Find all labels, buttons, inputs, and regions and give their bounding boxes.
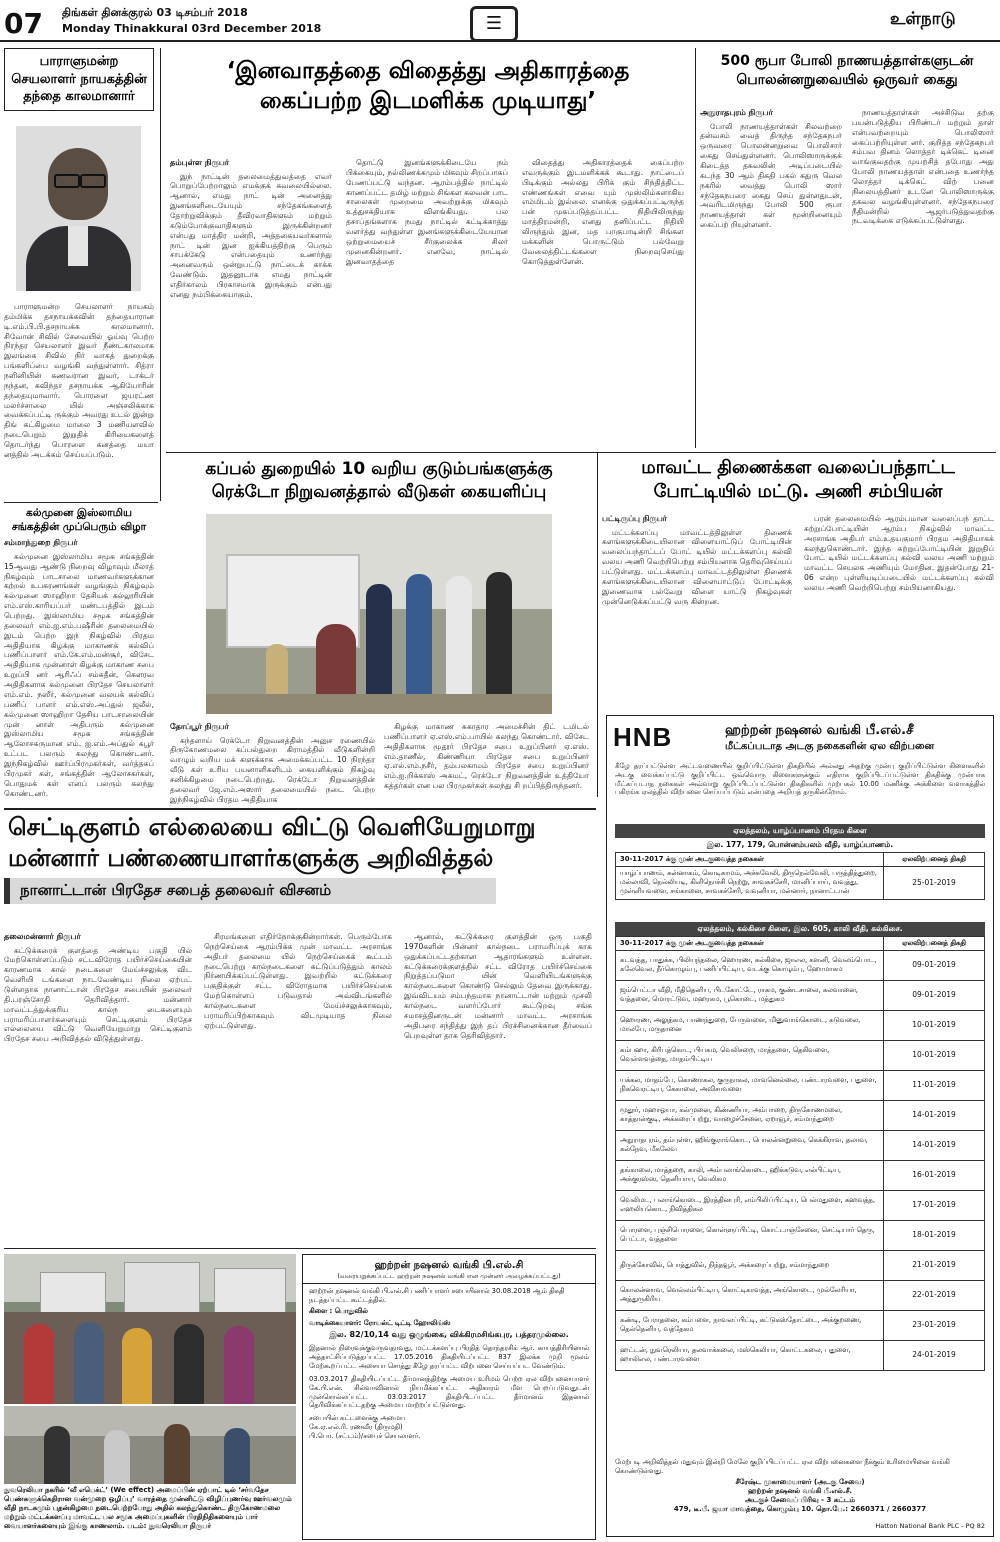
mannar-column-1: கட்டுக்கரைக் குளத்தை அண்டிய பகுதி யில் மேற்கொள்ளப்படும் சட்டவிரோத பயிர்ச்செய்கையின் காரணமாக கால் நடைகளை மேய்ச்சலுக்கு விட வெளியி டங்களை நாடவேண்டிய நிலை ஏற்பட் டுள்ளதாக நானாட்டான் பிரதேச சபையின் தலைவர் தி.பரஞ்சோதி தெரிவித்தார். மன்னார் மாவட்டத்துக்குரிய கால்ந டைகளையும் பராமரிப்பாளர்களையும் செட்டிகுளம் பிரதேச எல்லையை விட்டு வெளியேறுமாறு செட்டிகுளம் பிரதேச சபை அறிவித்தல் விடுத்துள்ளது.	[4, 945, 192, 1044]
hnb-schedule-table-1	[615, 852, 985, 900]
housing-byline: தோப்பூர் நிருபர்	[170, 722, 229, 731]
notice-body-1: இதனால் நிரைவுக்குவருவதாவது, மட்டக்களப்பு பிரதித் தொந்தரசிக் ஆர். காயத்திரியினால் அத்தாட்சிப்படுத்தப்பட்ட 17.05.2016 திகதியிடப்பட்ட 837 இலக்க முறி மூலம் மேற்கூறப்பட்ட அசையா சொத்து கீழே தரப்பட்ட விற்பனை செய்யப்பட வேண்டும்.	[309, 1344, 589, 1371]
hnb-signer-org: ஹற்றன் நஷனல் வங்கி பீ.எல்.சீ.	[747, 1487, 853, 1496]
notice-signature-title: பி.பொ. (சட்டம்)/சபைச் செயலாளர்.	[309, 1431, 421, 1440]
housing-handover-photo	[206, 514, 552, 714]
obituary-portrait	[16, 126, 141, 291]
street-drama-photo	[4, 1406, 296, 1484]
table-row: யக்கல, மாதம்பே, கொணாகல, குருநாகல, மாவனெல்லை, பண்டாரவளை, பதுளை, நிகவெரட்டிய, கேகாலை, அவிசாவளை 11-01-2019	[616, 1070, 985, 1100]
obituary-body: பாராளுமன்ற செயலாளர் நாயகம் தம்மிக்க தசநாயக்கவின் தந்தையாரான டி.எம்.பி.பி.தசநாயக்க காலமானார். சிவோன் சிவில் சேவையில் ஓய்வு பெற்ற நிரந்தர செயலாளர் இவர் நீண்டகாலமாக இலங்கை சிவில் நிர் வாகத் துறைக்கு பங்களிப்பை வழங்கி வந்துள்ளார். சித்ரா நளினியின் கணவரான இவர், டாக்டர் நந்தன, கவிந்தா தசநாயக்க ஆகியோரின் தந்தையுமாவார். பொரளை ஜயரட்ண மலர்ச்சாலை யில் அஞ்சலிக்காக வைக்கப்பட்டி ருக்கும் அவரது உடல் இன்று திங் கட்கிழமை மாலை 3 மணியளவில் நடைபெறும் இறுதிக் கிரியைகளைத் தொடர்ந்து பொரளை கனத்தை மயா னத்தில் அடக்கம் செய்யப்படும்.	[4, 302, 154, 459]
hnb-address: 479, டீ.பீ. ஜயா மாவத்தை, கொழும்பு 10. தொ.பே.: 2660371 / 2660377	[673, 1505, 927, 1514]
hnb-schedule-table-2	[615, 936, 985, 1371]
rally-photo-block	[4, 1254, 296, 1538]
counterfeit-article	[700, 52, 994, 448]
hnb-footnote: மேற்படி அறிவித்தல் மதுவும் இன்றி மேலே குறிப்பிடப்பட்ட ஏல விற்பனைகளை நீக்கும் உரிமையினை வங்கி கொண்டுள்ளது.	[615, 1458, 950, 1475]
table-row: ஹொரண, அலுத்கம, பாணந்துறை, பேருவளை, மினுவாங்கொடை, கடுவலை, மாலபே, மருதானை 10-01-2019	[616, 1010, 985, 1040]
obituary-article	[4, 48, 154, 500]
notice-subtitle: (வரையறுக்கப்பட்ட ஹற்றன் நஷனல் வங்கி என முன்னர் அழைக்கப்பட்டது)	[303, 1272, 595, 1284]
notice-signature-name: கே.ஏ.எல்.ரி. ரணவீர (திருமதி)	[309, 1423, 403, 1432]
kalmunai-article	[4, 506, 154, 806]
lead-byline: தம்புள்ள நிருபர்	[170, 158, 229, 167]
table-row: தங்காலை, மாத்தறை, காலி, அம்பலாங்கொடை, ஹிக்கடுவ, எல்பிட்டிய, அக்குரஸ்ஸ, தெனியாய, வெலிகம 16-01-2019	[616, 1160, 985, 1190]
counterfeit-headline: 500 ரூபா போலி நாணயத்தாள்களுடன் பொலன்னறுவையில் ஒருவர் கைது	[720, 53, 974, 88]
counterfeit-column-1: போலி நாணயத்தாள்கள் சிலவற்றை தன்வசம் வைத் திருந்த சந்தேகநபர் ஒருவரை பொலன்னறுவை பொலிசார் கைது செய்துள்ளனர். பொலிஸாருக்குக் கிடைத்த தகவலின் அடிப்படையில் கடந்த 30 ஆம் திகதி பகல் கதுரு வெல நகரில் வைத்து பொலி ஸார் சந்தேகநபரை கைது செய் துள்ளதுடன், அவரிடமிருந்து போலி 500 ரூபா நாணயத்தாள் கள் மூன்றினையும் கைப்பற் றியுள்ளனர்.	[700, 121, 842, 230]
housing-article	[166, 456, 592, 804]
hnb-branch-2-label: ஏலத்தலம், கல்கிசை கிளை, இல. 605, காலி வீதி, கல்கிசை.	[615, 922, 985, 936]
lead-article	[166, 48, 690, 448]
mannar-headline: செட்டிகுளம் எல்லையை விட்டு வெளியேறுமாறு மன்னார் பண்ணையாளர்களுக்கு அறிவித்தல்	[8, 813, 536, 873]
hnb-branch-1-address: இல. 177, 179, பொன்னம்பலம் வீதி, யாழ்ப்பாணம்.	[706, 839, 894, 849]
housing-column-1: கந்தளாய் ரெக்டோ நிறுவனத்தின் அனுச ரணையில் திருகோணமலை கப்பல்துறை கிராமத்தில் வீடுகளின்றி வாழும் வறிய மக் களுக்காக அமைக்கப்பட்ட 10 நிரந்தர வீடு கள் உரிய பயனாளிகளிடம் கையளிக்கும் நிகழ்வு சனிக்கிழமை நடைபெற்றது. ரெக்டோ நிறுவனத்தின் தலைவர் ஜே.எம்.அஸார் தலைமையில் நடை பெற்ற இந்நிகழ்வில் பிரதம அதிதியாக	[170, 735, 375, 804]
lead-column-1: இந் நாட்டின் தலைமைத்துவத்தை எவர் பொறுப்பேற்றாலும் எமக்குக் கவலையில்லை. ஆனால், எமது நாட் டின் அனைத்து இனங்களிடையேயும் சந்தேகங்களைத் தோற்றுவிக்கும் தீவிரவாதிகளும் மற்றும் கடும்போக்குவாதிகளும் இருக்கின்றனர் என்பது மாத்திர மன்றி, அத்தகையவர்களால் நாட் டின் இன ஐக்கியத்திற்கு பெரும் சாபக்கேடு என்பதையும் உணர்ந்து அனைவரும் ஒன்றுபட்டு நாட்டைக் காக்க வேண்டும். இதனூடாக எமது நாட்டின் எதிர்காலம் பிரகாசமாக இருக்கும் என்பது எனது நம்பிக்கையாகும்.	[170, 171, 332, 299]
table-row: கொலன்னாவ, வெல்லம்பிட்டிய, கொட்டிகாவத்த, அங்கொடை, முல்லேரியா, அத்துருகிரிய 22-01-2019	[616, 1280, 985, 1310]
table-row: மூதூர், மஹாஓயா, கல்முனை, கிண்ணியா, அம்பாறை, திருகோணமலை, காத்தான்குடி, அக்கரைப்பற்று, வாழைச்சேனை, ஏறாவூர், சம்மாந்துறை 14-01-2019	[616, 1100, 985, 1130]
housing-column-2: கிழக்கு மாகாண சுகாதார அமைச்சின் திட் டமிடல் பணிப்பாளர் ஏ.எஸ்.எம்.பாயில் கலந்து கொண்டார். விசேட அதிதிகளாக மூதூர் பிரதேச சபை உறுப்பினர் ஏ.எஸ். எம்.தாணீல், கிண்ணியா பிரதேச சபை உறுப்பினர் ஏ.எல்.எம்.நசீர், தம்பலகாமம் பிரதேச சபை உறுப்பினர் எம்.ஐ.றிக்காஸ் அகமட், ரெக்டோ நிறுவனத்தின் உத்தியோ கத்தர்கள் என பல பிரமுகர்கள் கலந்து சி றப்பித்திருந்தனர்.	[384, 722, 589, 791]
mannar-article	[4, 812, 596, 1240]
table-row: கடவத்த, பாதுக்க, பிலியந்தலை, ஹொரண, கல்கிசை, ஜாஎல, களனி, வெலம்பொட, கலேவெல, நீர்கொழும்பு, பணிப்பிட்டிய, வடக்கு கொழும்பு, ஹோமாகம 09-01-2019	[616, 950, 985, 980]
table-row: யாழ்ப்பாணம், சுன்னாகம், கொடிகாமம், அச்சுவேலி, திருநெல்வேலி, பருத்தித்துறை, மல்லாவி, நெல்லியடி, கிளிநொச்சி நெற்று, சாவகச்சேரி, மானிப்பாய், வவுத்து, முள்ளியவளை, சங்கானை, சாவகச்சேரி, வவுனியா, மன்னார், நானாட்டான் 25-01-2019	[616, 866, 985, 899]
volleyball-column-2: பரன் தலைமையில் ஆரம்பமான வலைப்பந் தாட்ட சுற்றுப்போட்டியின் ஆரம்ப நிகழ்வில் மாவட்ட அரசாங்க அதிபர் எம்.உதயகுமார் பிரதம அதிதியாகக் கலந்துகொண்டார். இந்த சுற்றுப்போட்டியின் இறுதிப் போட் டியில் மட்டக்களப்பு கல்வி வலய அணி மற்றும் மாவட்ட செயலக அணியும் மோதின. இதன்போது 21-06 என்ற புள்ளியடிப்படையில் மட்டக்களப்பு கல்வி வலய அணி வெற்றிபெற்று சம்பியனாகியது.	[804, 514, 994, 593]
hnb-logo: HNB	[613, 722, 673, 752]
hnb-table-2-date-head: ஏலவிற்பனைத் திகதி	[884, 936, 985, 950]
hnb-branch-1-label: ஏலத்தலம், யாழ்ப்பாணம் பிரதம கிளை	[615, 824, 985, 838]
volleyball-headline: மாவட்ட திணைக்கள வலைப்பந்தாட்ட போட்டியில் மட்டு. அணி சம்பியன்	[641, 457, 955, 503]
notice-branch: கிளை : பொதுவில்	[309, 1307, 368, 1316]
table-row: கண்டி, பேராதனை, கம்பளை, நாவலப்பிட்டி, கட்டுகஸ்தோட்டை, அக்குறணை, தெல்தெனிய, வத்தேகம 23-01-2019	[616, 1310, 985, 1340]
hnb-signer: சீரேஷ்ட முகாமையாளர் (அடகு சேவை)	[735, 1478, 865, 1486]
mannar-column-2: சிரமங்களை எதிர்நோக்குகின்றார்கள். பெரும்போக நெற்செய்கை ஆரம்பிக்க முன் மாவட்ட அரசாங்க அதிபர் தலைமை யில் நெற்செய்கைக் கூட்டம் நடைபெற்று கால்நடைகளை கட்டுப்படுத்தும் காலம் நிர்ணயிக்கப்பட்டுள்ளது. இவற்றில் கட்டுக்கரை பகுதிக்குள் சட்ட விரோதமாக பயிர்ச்செய்கை மேற்கொள்ளப் படுவதால் அவ்விடங்களில் கால்நடைகளை மேய்ச்சலுக்காகவும், பராமரிப்பிற்காகவும் விடமுடியாத நிலை ஏற்பட்டுள்ளது.	[204, 932, 392, 1030]
notice-address: இல. 82/10,14 வது ஒழுங்கை, விக்கிரமசிங்கபுர, பத்தரமுல்லை.	[329, 1330, 569, 1340]
masthead-date-tamil: திங்கள் தினக்குரல் 03 டிசம்பர் 2018	[62, 6, 248, 19]
hnb-signer-dept: அடகுச் சேவைப் பிரிவு - 3 கட்டம்	[744, 1496, 856, 1505]
kalmunai-body: கல்முனை இஸ்லாமிய சமூக சங்கத்தின் 15ஆவது ஆண்டு நிறைவு விழாவும் மீலாத் நிகழ்வும் பாடசாலை மாணவர்களுக்கான கற்றல் உபகரணங்கள் வழங்கும் நிகழ்வும் கல்முனை ஸாஹிறா தேசியக் கல்லூரியின் எம்.எஸ்.காரியப்பர் மண்டபத்தில் இடம் பெற்றது. இஸ்லாமிய சமூக சங்கத்தின் தலைவர் எம்.ஐ.எம்.பஷீரின் தலைமையில் இடம் பெற்ற இந் நிகழ்வில் பிரதம அதிதியாக கிழக்கு மாகாணக் கல்விப் பணிப்பாளர் எம்.கே.எம்.மன்சூர், விசேட அதிதியாக முன்னாள் கிழக்கு மாகாண சபை உறுப்பி னர் ஆரிஃப் சம்சுதீன், கௌரவ அதிதிகளாக கல்முனை பிரதேச செயலாளர் எம்.எம். நஸீர், கல்முனை வலயக் கல்விப் பணிப் பாளர் எம்.எஸ்.அப்துல் ஜலீல், கல்முனை ஸாஹிறா தேசிய பாடசாலையின் முன் னாள் அதிபரும் கல்முனை இஸ்லாமிய சமூக சங்கத்தின் ஆலோசகருமான எம். ஐ.எம்.அப்துல் கபூர் உட்பட பலரும் கலந்து கொண்டனர். இந்நிகழ்வில் ஊர்ப்பிரமுகர்கள், வர்த்தகப் பிரமுகர் கள், சங்கத்தின் ஆலோசகர்கள், பொதுமக் கள் எனப் பலரும் கலந்து கொண்டனர்.	[4, 551, 154, 798]
kalmunai-byline: சம்மாந்துறை நிருபர்	[4, 538, 78, 548]
volleyball-article	[602, 456, 994, 704]
hnb-bottom-line: Hatton National Bank PLC - PQ 82	[875, 1522, 985, 1530]
table-row: பொரளை, புஞ்சிபொரளை, கொள்ளுப்பிட்டி, கொட்டாஞ்சேனை, செட்டியார் தெரு, பெட்டா, வத்தளை 18-01-2019	[616, 1220, 985, 1250]
hnb-table-1-date-head: ஏலவிற்பனைத் திகதி	[884, 852, 985, 866]
lead-headline: ‘இனவாதத்தை விதைத்து அதிகாரத்தை கைப்பற்ற இடமளிக்க முடியாது’	[226, 58, 630, 115]
notice-address-label: வாடிக்கையாளர்: ரோயல்ட் டிட்டி ஹோலிங்ஸ்	[309, 1319, 451, 1328]
housing-headline: கப்பல் துறையில் 10 வறிய குடும்பங்களுக்கு ரெக்டோ நிறுவனத்தால் வீடுகள் கையளிப்பு	[205, 459, 553, 502]
table-row: வெலிமட, பலாங்கொடை, இரத்தினபுரி, எம்பிலிப்பிட்டிய, பெல்மதுளை, கஹவத்த, எஹலியகொட, நிவித்திகல 17-01-2019	[616, 1190, 985, 1220]
hnb-table-2-head: 30-11-2017 க்கு முன் அடகுவைத்த நகைகள்	[616, 936, 884, 950]
hnb-auction-ad	[606, 715, 994, 1537]
kalmunai-headline: கல்முனை இஸ்லாமிய சங்கத்தின் முப்பெரும் விழா	[11, 507, 147, 534]
mannar-byline: தலைமன்னார் நிருபர்	[4, 932, 81, 941]
rally-photo	[4, 1254, 296, 1404]
table-row: ஜம்பெட்டா வீதி, மீதிதெனிய, பிடகோட்டே, ராகம, குண்டசாலை, கலவானை, வத்தளை, மொரட்டுவ, மஹரகம, பூகொடை, மத்துகம 09-01-2019	[616, 980, 985, 1010]
hnb-ad-title: ஹற்றன் நஷனல் வங்கி பீ.எல்.சீ	[725, 723, 914, 738]
page-number: 07	[4, 7, 43, 40]
obituary-headline: பாராளுமன்ற செயலாளர் நாயகத்தின் தந்தை காலமானார்	[4, 48, 154, 111]
volleyball-byline: பட்டிருப்பு நிருபர்	[602, 514, 667, 523]
notice-body-2: 03.03.2017 திகதியிடப்பட்ட தீர்மானத்திற்கு அமைய உரிமம் பெற்ற ஏல விற்பனையாளர் கே.பி.என். சில்வாவினால் நியமிக்கப்பட்ட அதிகாரம் மீள பெறப்படுவதுடன் முன்சொல்லப்பட்ட 03.03.2017 திகதியிடப்பட்ட தீர்மானம் இதனால் தெரிவிக்கப்பட்டதற்கு அமைய மாற்றப்பட்டுள்ளது.	[309, 1374, 589, 1410]
table-row: ஹட்டன், நுவரெலியா, தலவாக்கலை, மஸ்கெலியா, கொட்டகலை, பதுளை, ஹாலிஎல, பண்டாரவளை 24-01-2019	[616, 1340, 985, 1370]
volleyball-column-1: மட்டக்களப்பு மாவட்டத்திலுள்ள திணைக் களங்களுக்கிடையிலான விளையாட்டுப் போட்டியின் வலைப்பந்தாட்டப் போட் டியில் மட்டக்களப்பு கல்வி வலய அணி வெற்றிபெற்று சம்பியனாக தெரிவுசெய்யப் பட்டுள்ளது. மட்டக்களப்பு மாவட்டத்திலுள்ள திணைக் களங்களுக்கிடையிலான விளையாட்டுப் போட்டிக்கு இணைவாக பல்வேறு விளை யாட்டு நிகழ்வுகள் முன்னெடுக்கப்பட்டு வரு கின்றன.	[602, 527, 792, 606]
newspaper-logo-icon: ☰	[470, 6, 518, 42]
lead-column-3: விதைத்து அதிகாரத்தைக் கைப்பற்ற எவருக்கும் இடமளிக்கக் கூடாது. நாட்டைப் பிடிக்கும் அல்லது பிரிக் கும் சிந்தித்திட்ட எண்ணங்கள் எவை யும் முஸ்லிம்களாகிய எம்மிடம் இல்லை. எனக்கு ஒதுக்கப்பட்டிருந்த பன் முகப்படுத்தப்பட்ட நிதியிலிருந்து மாத்திரமன்றி, எனது தனிப்பட்ட நிதியி லிருந்தும் இன, மத பாகுபாடின்றி சிங்கள மக்களின் பொருட்டும் பல்வேறு வேலைத்திட்டங்களை நிறைவுசெய்து கொடுத்துள்ளேன்.	[522, 158, 684, 266]
table-row: திருக்கோவில், பொத்துவில், நிந்தவூர், அக்கரைப்பற்று, சம்மாந்துறை 21-01-2019	[616, 1250, 985, 1280]
mannar-subhead: நானாட்டான் பிரதேச சபைத் தலைவர் விசனம்	[4, 878, 496, 904]
notice-signature-label: சபையின் கட்டளைக்கு அமைய	[309, 1414, 406, 1423]
rally-photo-caption: நுவரெலியா நகரில் ‘வீ எபெக்ட்’ (We effect) அமைப்பின் ஏற்பாட் டில் ‘சர்வதேச பெண்களுக்கெதிரான வன்முறை ஒழிப்பு’ வாரத்தை முன்னிட்டு விழிப்புணர்வு ஊர்வலமும் வீதி நாடகமும் புதன்கிழமை நடைபெற்றபோது அதில் கலந்துகொண்ட திருகோணமலை மற்றும் மட்டக்களப்பு மாவட்ட பல சமூக அமைப்புகளின் பிரதிநிதிகளையும் பார் வையாளர்களையும் இங்கு காணலாம். படம்: நுவரெலியா நிருபர்	[4, 1486, 292, 1531]
table-row: கம்பஹா, கிரிபத்கொட, பியகம, வெலிசறை, மாத்தளை, தெகிவளை, வெள்ளவத்தை, மாதம்பிட்டிய 10-01-2019	[616, 1040, 985, 1070]
hnb-ad-intro: கீழே தரப்பட்டுள்ள அட்டவணையில் குறிப்பிட்டுள்ள திகதியில் அல்லது அதற்கு முன்பு குறிப்பிட்டுள்ள கிளைகளில் அடகு வைக்கப்பட்டு குறிப்பிட்ட ஒவ்வொரு கிளைகளுக்கும் எதிராக குறிப்பிடப்பட்டுள்ள திகதிக்கு முன்பாக மீட்கப்படாத நகைகள் அவ்வாறு குறிப்பிடப்பட்டுள்ள திகதிகளில் முற்பகல் 10.00 மணிக்கு அக்கிளை வளாகத்தில் பகிரங்க ஏலத்தில் விற்பனை செய்யப்படும் என்பதை அறியத் தருகின்றோம்.	[615, 762, 985, 797]
notice-title: ஹற்றன் நஷனல் வங்கி பி.எல்.சி	[374, 1260, 524, 1271]
counterfeit-column-2: நாணயத்தாள்கள் அச்சிடுவ தற்கு பயன்படுத்திய பிரிண்டர் மற்றும் தாள் என்பவற்றையும் பொலிஸார் கைப்பற்றியுள்ள னர். குறித்த சந்தேகநபர் சம்பவ தினம் லொத்தர் டிக்கெட் டினை வாங்குவதற்கு முயற்சித் தபோது அது போலி நாணயத்தாள் என்பதை உணர்ந்த லொத்தர் டிக்கெட் விற் பனை நிலையத்தினர் உடனே பொலிஸாருக்கு தகவல வழங்கியுள்ளனர். சந்தேகநபரை நீதிமன்றில் ஆஜர்படுத்துவதற்கு நடவடிக்கை எடுக்கப்பட்டுள்ளது.	[852, 108, 994, 226]
hnb-table-1-head: 30-11-2017 க்கு முன் அடகுவைத்த நகைகள்	[616, 852, 884, 866]
masthead-date-english: Monday Thinakkural 03rd December 2018	[62, 22, 322, 35]
notice-intro: ஹற்றன் நஷனல் வங்கி பி.எல்.சி பணிப்பாளர் சபையினால் 30.08.2018 ஆம் திகதி நடத்தப்பட்ட கூட்டத்தில்.	[309, 1286, 565, 1304]
mannar-column-3: ஆனால், கட்டுக்கரை குளத்தின் ஒரு பகுதி 1970களின் பின்னர் கால்நடை பராமரிப்புக் காக ஒதுக்கப்பட்டதற்கான ஆதாரங்களும் உள்ளன. கட்டுக்கரைக்குளத்தில் சட்ட விரோத பயிர்ச்செய்கை நிறுத்தப்படுமா யின் வெளியிடங்களுக்கு கால்நடைகளை கொண்டு செல்லும் தேவை இருக்காது. இவ்விடயம் சம்பந்தமாக நானாட்டான் மற்றும் முசலி கால்நடை வளர்ப்போர் கூட்டுறவு சங்க சமாசத்தினருடன் மன்னார் மாவட்ட அரசாங்க அதிபரை சந்தித்து இந் தப் பிரச்சினைக்கான தீர்வைப் பெறவுள்ள தாக தெரிவித்தார்.	[404, 932, 592, 1040]
masthead	[0, 0, 1000, 42]
section-name: உள்நாடு	[890, 9, 956, 29]
counterfeit-byline: அநுராதபுரம் நிருபர்	[700, 108, 773, 117]
hnb-ad-subtitle: மீட்கப்படாத அடகு நகைகளின் ஏல விற்பனை	[725, 741, 935, 752]
lead-column-2: தொட்டு இனங்களுக்கிடையே நம் பிக்கையும், நல்லிணக்கமும் மிகவும் சிறப்பாகப் பேணப்பட்டு வந்தன. ஆரம்பத்தில் நாட்டில் காணப்பட்ட தமிழ் மற்றும் சிங்கள கலவன் பாட சாலைகள் முறைமை அவற்றுக்கு மிகவும் உத்துசக்தியாக விளங்கியது. பல தசாப்தங்களாக நமது நாட்டில் கட்டிக்காத்து வளர்த்து வந்துள்ள இனங்களுக்கிடையேயான ஒற்றுமையைச் சீர்குலைக்க சிலர் முனைகின்றனர். எனவே, நாட்டில் இனவாதத்தை	[346, 158, 508, 266]
hnb-resolution-notice	[302, 1254, 596, 1540]
table-row: அநுராதபுரம், தம்புள்ள, ஹிங்குராங்கொட, பொலன்னறுவை, கெக்கிராவ, தலாவ, கல்நேவ, மீகலேவ 14-01-2019	[616, 1130, 985, 1160]
